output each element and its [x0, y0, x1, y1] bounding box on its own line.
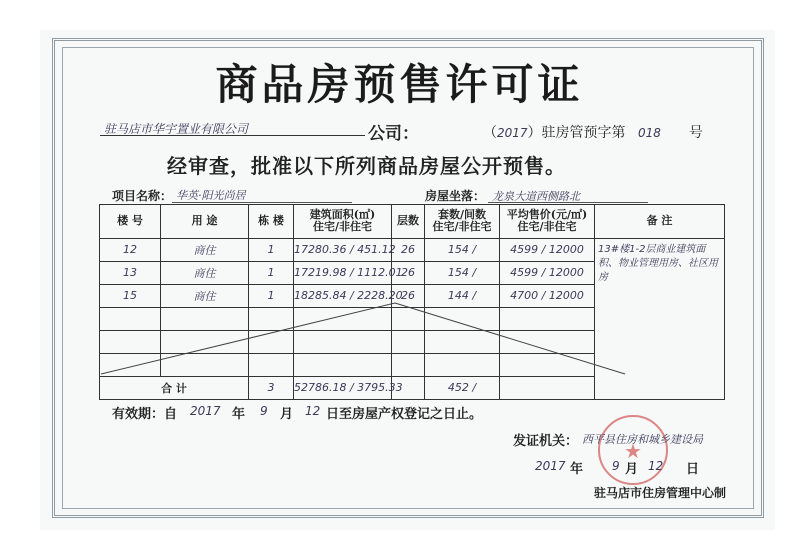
cell-price: 4599 / 12000	[500, 261, 595, 284]
cell-price: 4599 / 12000	[500, 238, 595, 261]
header-floors: 层数	[392, 205, 425, 239]
company-name: 驻马店市华宇置业有限公司	[104, 122, 249, 136]
header-price-line1: 平均售价(元/㎡)	[506, 208, 588, 222]
cell-units: 154 /	[425, 238, 500, 261]
permit-prefix: （	[483, 125, 497, 141]
cell-building: 15	[100, 284, 161, 307]
permit-table	[99, 204, 725, 400]
cell-count: 1	[249, 284, 294, 307]
cell-usage: 商住	[161, 284, 249, 307]
issue-day-unit: 日	[686, 462, 700, 477]
issuer-value: 西平县住房和城乡建设局	[582, 433, 703, 446]
location-underline	[488, 202, 648, 203]
table-header-row	[100, 205, 725, 239]
issue-year: 2017	[535, 459, 566, 473]
issue-month: 9	[612, 459, 620, 473]
total-area: 52786.18 / 3795.33	[294, 376, 392, 399]
header-building-no: 楼 号	[100, 205, 161, 239]
location-value: 龙泉大道西侧路北	[492, 190, 580, 203]
permit-number-line	[483, 122, 703, 142]
total-count: 3	[249, 376, 294, 399]
cell-floors: 26	[392, 238, 425, 261]
header-area	[294, 205, 392, 239]
validity-suffix: 日至房屋产权登记之日止。	[326, 407, 483, 422]
validity-year-unit: 年	[232, 407, 246, 422]
header-price-line2: 住宅/非住宅	[517, 220, 577, 234]
cell-units: 154 /	[425, 261, 500, 284]
cell-price: 4700 / 12000	[500, 284, 595, 307]
cell-area: 17280.36 / 451.12	[294, 238, 392, 261]
cell-usage: 商住	[161, 238, 249, 261]
header-price	[500, 205, 595, 239]
approval-statement: 经审查，批准以下所列商品房屋公开预售。	[167, 154, 566, 178]
validity-day: 12	[305, 404, 321, 418]
issue-year-unit: 年	[570, 462, 584, 477]
project-name-label: 项目名称：	[112, 189, 173, 203]
header-remarks: 备 注	[595, 205, 725, 239]
cell-building: 12	[100, 238, 161, 261]
permit-year: 2017	[497, 126, 528, 140]
issue-day: 12	[648, 459, 664, 473]
cell-usage: 商住	[161, 261, 249, 284]
cell-floors: 26	[392, 261, 425, 284]
permit-number: 018	[638, 126, 661, 140]
footer-issuer: 驻马店市住房管理中心制	[594, 486, 727, 500]
issuer-label: 发证机关：	[513, 434, 579, 449]
issue-month-unit: 月	[625, 462, 639, 477]
company-label: 公司：	[368, 124, 419, 144]
cell-units: 144 /	[425, 284, 500, 307]
cell-floors: 26	[392, 284, 425, 307]
permit-mid: ）驻房管预字第	[527, 125, 626, 141]
table-row	[100, 238, 725, 261]
validity-year: 2017	[190, 404, 221, 418]
cell-remarks: 13#楼1-2层商业建筑面积、物业管理用房、社区用房	[595, 238, 725, 399]
header-units-line2: 住宅/非住宅	[432, 220, 492, 234]
header-count: 栋 楼	[249, 205, 294, 239]
header-area-line1: 建筑面积(㎡)	[309, 208, 376, 222]
project-name-value: 华英·阳光尚居	[176, 189, 246, 202]
total-units: 452 /	[425, 376, 500, 399]
seal-star-icon: ★	[624, 439, 642, 463]
header-units-line1: 套数/间数	[437, 208, 487, 222]
cell-count: 1	[249, 238, 294, 261]
project-name-underline	[172, 202, 352, 203]
cell-area: 18285.84 / 2228.20	[294, 284, 392, 307]
cell-count: 1	[249, 261, 294, 284]
certificate-title: 商品房预售许可证	[215, 60, 584, 109]
permit-suffix: 号	[688, 125, 703, 141]
header-units	[425, 205, 500, 239]
validity-month-unit: 月	[280, 407, 294, 422]
total-label: 合 计	[100, 376, 249, 399]
cell-building: 13	[100, 261, 161, 284]
header-area-line2: 住宅/非住宅	[312, 220, 373, 234]
header-usage: 用 途	[161, 205, 249, 239]
validity-label: 有效期：自	[112, 407, 178, 422]
cell-area: 17219.98 / 1112.01	[294, 261, 392, 284]
location-label: 房屋坐落：	[425, 189, 486, 203]
validity-month: 9	[260, 404, 268, 418]
